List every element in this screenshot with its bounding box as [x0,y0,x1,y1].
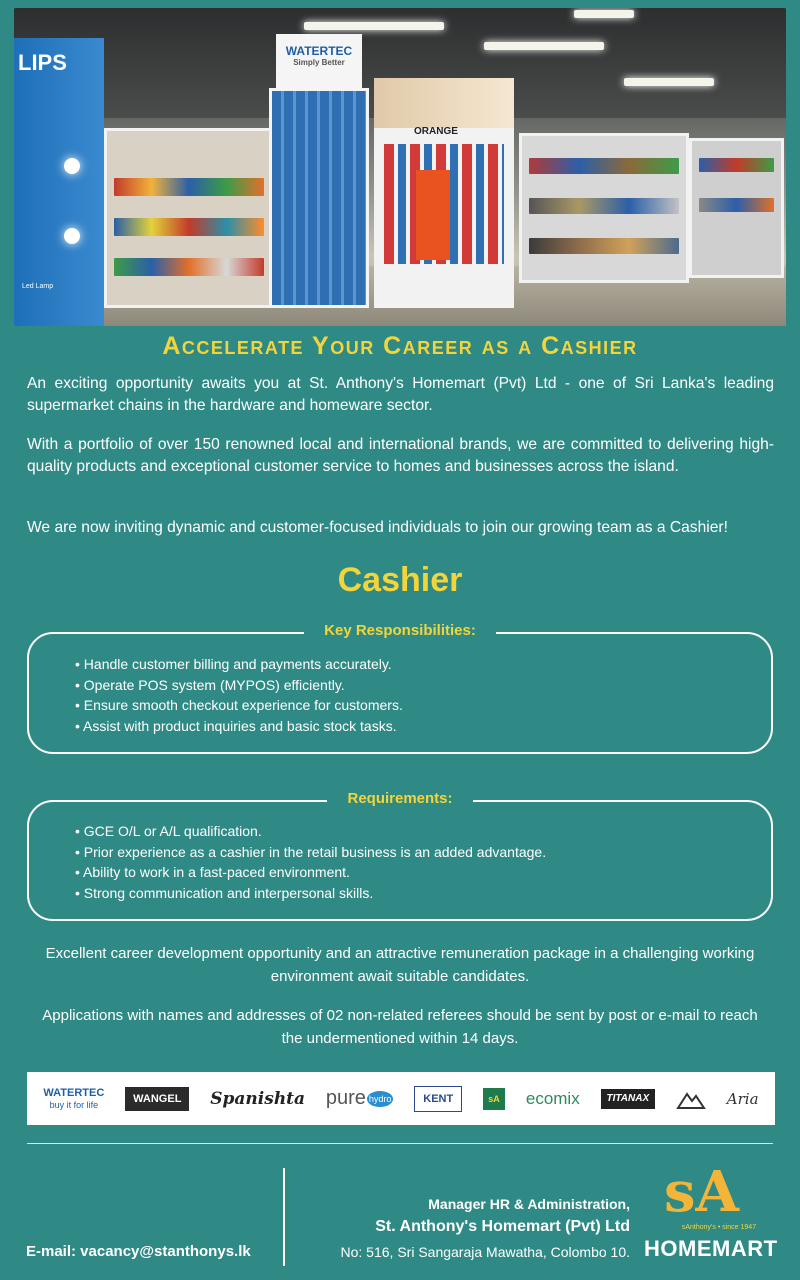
email-contact[interactable]: E-mail: vacancy@stanthonys.lk [26,1243,251,1260]
list-item: • Ensure smooth checkout experience for customers. [75,695,403,716]
role-title: Cashier [337,561,463,599]
list-item: • Strong communication and interpersonal skills. [75,883,546,904]
lips-sign: LIPS [18,50,67,75]
list-item: • Assist with product inquiries and basic stock tasks. [75,716,403,737]
requirements-list [75,821,546,903]
application-paragraph: Applications with names and addresses of 02 non-related referees should be sent by post or e-mail to reach the undermentioned within 14 days. [42,1007,758,1047]
list-item: • Handle customer billing and payments accurately. [75,654,403,675]
responsibilities-label-wrap [0,622,800,640]
invitation-paragraph: We are now inviting dynamic and customer-focused individuals to join our growing team as a Cashier! [27,519,728,536]
list-item: • Operate POS system (MYPOS) efficiently. [75,675,403,696]
brand-logo-strip [27,1072,775,1125]
ceiling-light [624,78,714,86]
hero-store-image [14,8,786,326]
career-paragraph: Excellent career development opportunity and an attractive remuneration package in a challenging working environment await suitable candidates. [45,945,755,985]
responsibilities-list [75,654,403,736]
footer-vertical-divider [283,1168,285,1266]
contact-role: Manager HR & Administration, [428,1196,630,1212]
watertec-pegwall [269,88,369,308]
ceiling-light [574,10,634,18]
ecomix-logo: ecomix [525,1088,580,1108]
orange-sign: ORANGE [414,126,458,137]
company-name: St. Anthony's Homemart (Pvt) Ltd [375,1218,630,1235]
intro-paragraph: An exciting opportunity awaits you at St. Anthony's Homemart (Pvt) Ltd - one of Sri Lanka's leading supermarket chains in the hardware and homeware sector. [27,375,774,414]
sa-small-logo: sA [483,1088,505,1110]
list-item: • Prior experience as a cashier in the retail business is an added advantage. [75,842,546,863]
aria-logo: Aria [726,1089,759,1108]
requirements-label-wrap [0,790,800,808]
homemart-logo-mark: sA [664,1159,739,1225]
ceiling-light [304,22,444,30]
led-lamp-label: Led Lamp [22,283,54,290]
company-address: No: 516, Sri Sangaraja Mawatha, Colombo 10. [340,1244,630,1260]
kent-logo: KENT [414,1086,462,1112]
responsibilities-label: Key Responsibilities: [304,622,496,639]
homemart-logo-wordmark: HOMEMART [644,1236,778,1261]
footer-divider [27,1143,773,1144]
mountain-logo [676,1084,706,1114]
list-item: • Ability to work in a fast-paced environment. [75,862,546,883]
titanax-logo: TITANAX [601,1089,656,1109]
homemart-logo-tagline: sAnthony's • since 1947 [681,1224,757,1231]
watertec-logo: WATERTEC buy it for life [43,1086,105,1110]
pure-hydro-logo: pure hydro [325,1087,392,1109]
orange-display [374,78,514,308]
lips-display-panel [14,38,104,326]
requirements-label: Requirements: [327,790,472,807]
ceiling-light [484,42,604,50]
watertec-sign: WATERTEC Simply Better [276,34,362,90]
list-item: • GCE O/L or A/L qualification. [75,821,546,842]
wangel-logo: WANGEL [125,1087,189,1111]
spanishta-logo: Spanishta [210,1088,306,1109]
portfolio-paragraph: With a portfolio of over 150 renowned local and international brands, we are committed to delivering high-quality products and exceptional customer service to homes and businesses across the island. [27,436,774,475]
page-headline: Accelerate Your Career as a Cashier [162,332,638,360]
